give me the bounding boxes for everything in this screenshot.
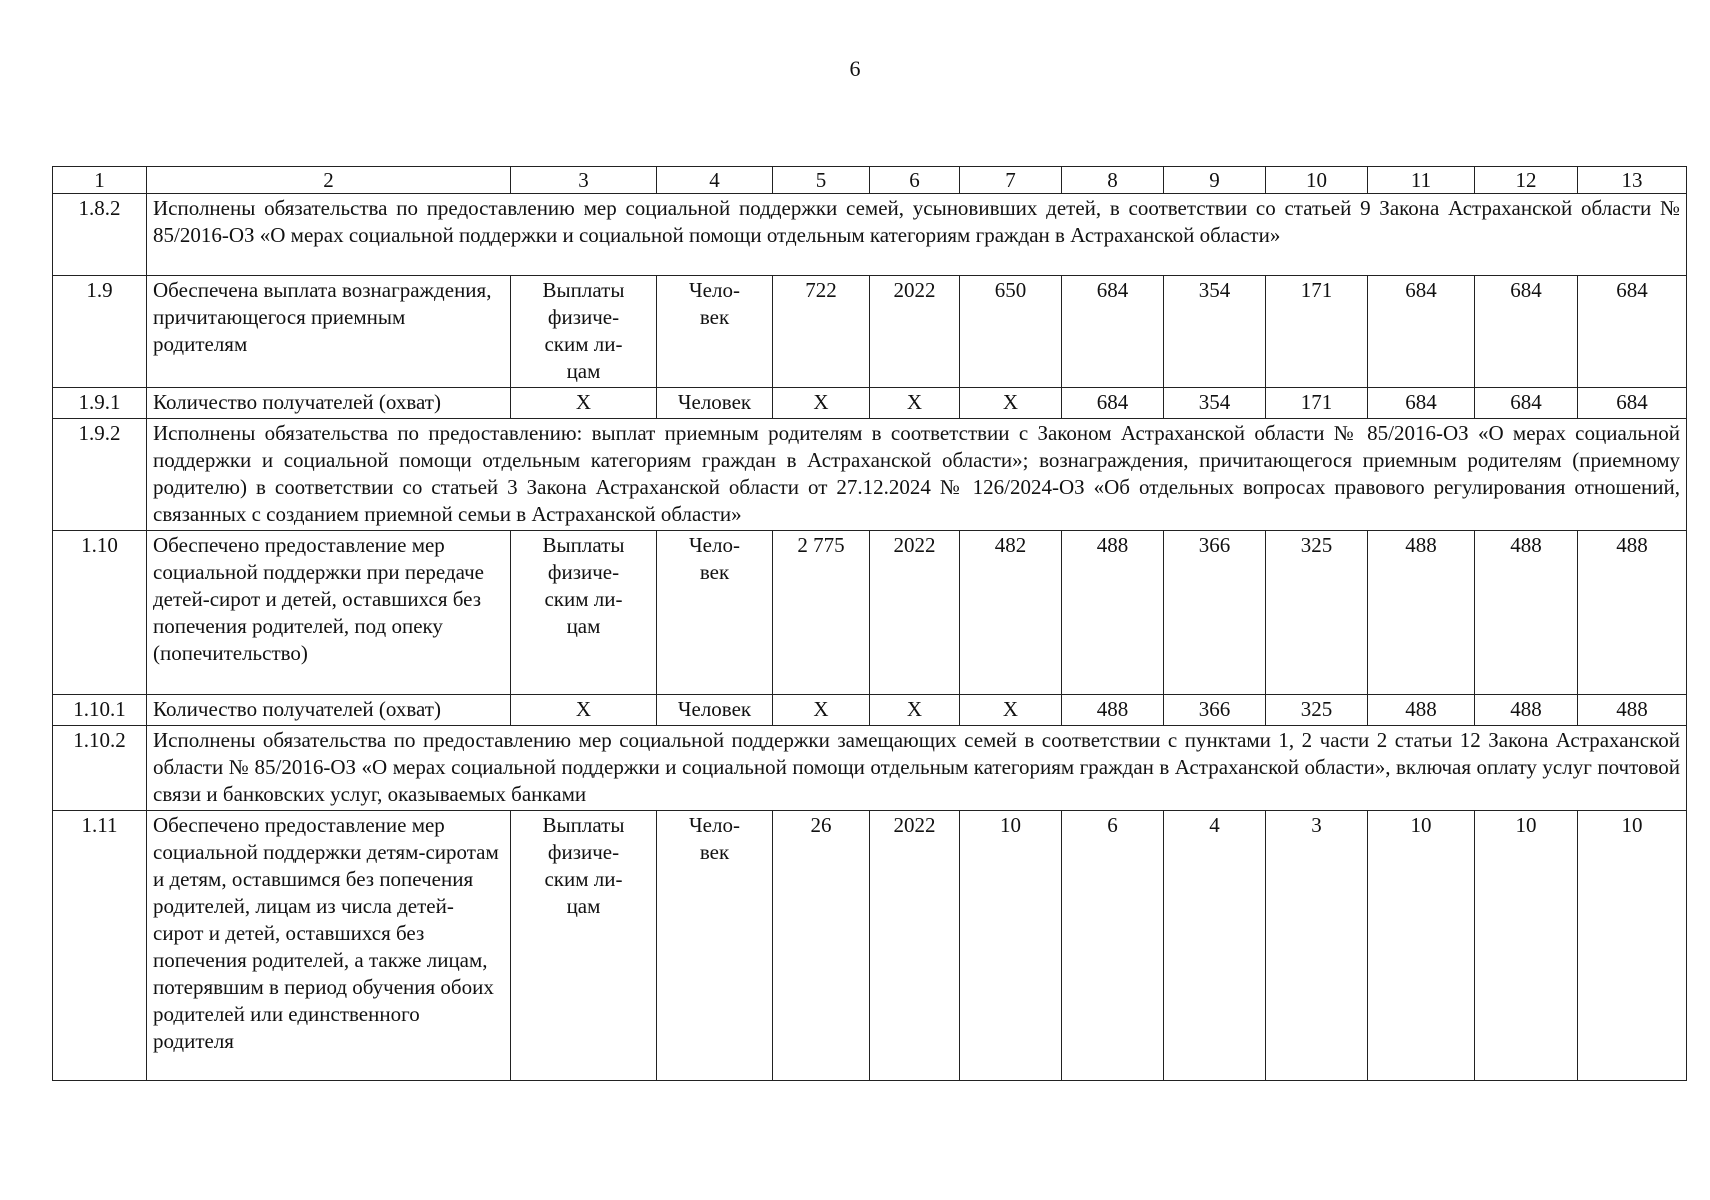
column-number-cell: 11 (1368, 167, 1475, 194)
unit-type-cell: Х (511, 388, 657, 419)
value-cell-9: 354 (1164, 276, 1266, 388)
value-cell-6: Х (870, 695, 960, 726)
unit-cell: Человек (657, 388, 773, 419)
unit-cell: Чело- век (657, 811, 773, 1081)
value-cell-9: 366 (1164, 531, 1266, 695)
section-row (53, 194, 1687, 276)
value-cell-11: 10 (1368, 811, 1475, 1081)
column-number-cell: 8 (1062, 167, 1164, 194)
unit-type-cell: Х (511, 695, 657, 726)
unit-type-cell: Выплаты физиче- ским ли- цам (511, 811, 657, 1081)
value-cell-12: 684 (1475, 276, 1578, 388)
table-row (53, 811, 1687, 1081)
column-number-cell: 6 (870, 167, 960, 194)
value-cell-11: 488 (1368, 531, 1475, 695)
column-number-cell: 9 (1164, 167, 1266, 194)
value-cell-10: 3 (1266, 811, 1368, 1081)
value-cell-12: 488 (1475, 695, 1578, 726)
value-cell-12: 684 (1475, 388, 1578, 419)
table-row (53, 276, 1687, 388)
section-description: Исполнены обязательства по предоставлению мер социальной поддержки семей, усыновивших детей, в соответствии со статьей 9 Закона Астраханской области № 85/2016-ОЗ «О мерах социальной поддержки и социальной помощи отдельным категориям граждан в Астраханской области» (147, 194, 1687, 276)
value-cell-8: 488 (1062, 531, 1164, 695)
value-cell-9: 354 (1164, 388, 1266, 419)
indicator-name: Обеспечено предоставление мер социальной поддержки детям-сиротам и детям, оставшимся без попечения родителей, лицам из числа детей-сирот и детей, оставшихся без попечения родителей, а также лицам, потерявшим в период обучения обоих родителей или единственного родителя (147, 811, 511, 1081)
value-cell-5: Х (773, 695, 870, 726)
section-description: Исполнены обязательства по предоставлению мер социальной поддержки замещающих семей в соответствии с пунктами 1, 2 части 2 статьи 12 Закона Астраханской области № 85/2016-ОЗ «О мерах социальной поддержки и социальной помощи отдельным категориям граждан в Астраханской области», включая оплату услуг почтовой связи и банковских услуг, оказываемых банками (147, 726, 1687, 811)
value-cell-13: 684 (1578, 388, 1687, 419)
value-cell-6: Х (870, 388, 960, 419)
column-number-row (53, 167, 1687, 194)
table-row (53, 388, 1687, 419)
value-cell-8: 6 (1062, 811, 1164, 1081)
value-cell-7: 650 (960, 276, 1062, 388)
column-number-cell: 13 (1578, 167, 1687, 194)
table-row (53, 531, 1687, 695)
unit-type-cell: Выплаты физиче- ским ли- цам (511, 276, 657, 388)
value-cell-5: Х (773, 388, 870, 419)
value-cell-11: 684 (1368, 388, 1475, 419)
row-number: 1.10.1 (53, 695, 147, 726)
value-cell-5: 26 (773, 811, 870, 1081)
indicators-table (52, 166, 1687, 1081)
value-cell-10: 171 (1266, 276, 1368, 388)
unit-cell: Чело- век (657, 276, 773, 388)
section-row (53, 726, 1687, 811)
value-cell-11: 488 (1368, 695, 1475, 726)
value-cell-9: 366 (1164, 695, 1266, 726)
page-number: 6 (849, 56, 861, 81)
value-cell-8: 684 (1062, 388, 1164, 419)
value-cell-9: 4 (1164, 811, 1266, 1081)
row-number: 1.9.2 (53, 419, 147, 531)
unit-cell: Человек (657, 695, 773, 726)
column-number-cell: 7 (960, 167, 1062, 194)
value-cell-7: 10 (960, 811, 1062, 1081)
unit-type-cell: Выплаты физиче- ским ли- цам (511, 531, 657, 695)
row-number: 1.10.2 (53, 726, 147, 811)
value-cell-6: 2022 (870, 531, 960, 695)
value-cell-8: 684 (1062, 276, 1164, 388)
value-cell-12: 10 (1475, 811, 1578, 1081)
table-row (53, 695, 1687, 726)
indicator-name: Обеспечена выплата вознаграждения, причитающегося приемным родителям (147, 276, 511, 388)
row-number: 1.10 (53, 531, 147, 695)
value-cell-5: 722 (773, 276, 870, 388)
indicator-name: Количество получателей (охват) (147, 695, 511, 726)
column-number-cell: 12 (1475, 167, 1578, 194)
row-number: 1.11 (53, 811, 147, 1081)
column-number-cell: 10 (1266, 167, 1368, 194)
value-cell-7: Х (960, 388, 1062, 419)
value-cell-7: 482 (960, 531, 1062, 695)
column-number-cell: 5 (773, 167, 870, 194)
column-number-cell: 2 (147, 167, 511, 194)
value-cell-10: 325 (1266, 695, 1368, 726)
column-number-cell: 1 (53, 167, 147, 194)
value-cell-7: Х (960, 695, 1062, 726)
value-cell-8: 488 (1062, 695, 1164, 726)
indicator-name: Количество получателей (охват) (147, 388, 511, 419)
section-description: Исполнены обязательства по предоставлению: выплат приемным родителям в соответствии с Законом Астраханской области № 85/2016-ОЗ «О мерах социальной поддержки и социальной помощи отдельным категориям граждан в Астраханской области»; вознаграждения, причитающегося приемным родителям (приемному родителю) в соответствии со статьей 3 Закона Астраханской области от 27.12.2024 № 126/2024-ОЗ «Об отдельных вопросах правового регулирования отношений, связанных с созданием приемной семьи в Астраханской области» (147, 419, 1687, 531)
row-number: 1.8.2 (53, 194, 147, 276)
column-number-cell: 4 (657, 167, 773, 194)
value-cell-10: 171 (1266, 388, 1368, 419)
value-cell-6: 2022 (870, 811, 960, 1081)
unit-cell: Чело- век (657, 531, 773, 695)
value-cell-11: 684 (1368, 276, 1475, 388)
value-cell-13: 488 (1578, 695, 1687, 726)
value-cell-5: 2 775 (773, 531, 870, 695)
value-cell-13: 684 (1578, 276, 1687, 388)
value-cell-12: 488 (1475, 531, 1578, 695)
value-cell-6: 2022 (870, 276, 960, 388)
row-number: 1.9.1 (53, 388, 147, 419)
column-number-cell: 3 (511, 167, 657, 194)
indicator-name: Обеспечено предоставление мер социальной поддержки при передаче детей-сирот и детей, оставшихся без попечения родителей, под опеку (попечительство) (147, 531, 511, 695)
section-row (53, 419, 1687, 531)
value-cell-10: 325 (1266, 531, 1368, 695)
value-cell-13: 488 (1578, 531, 1687, 695)
value-cell-13: 10 (1578, 811, 1687, 1081)
row-number: 1.9 (53, 276, 147, 388)
